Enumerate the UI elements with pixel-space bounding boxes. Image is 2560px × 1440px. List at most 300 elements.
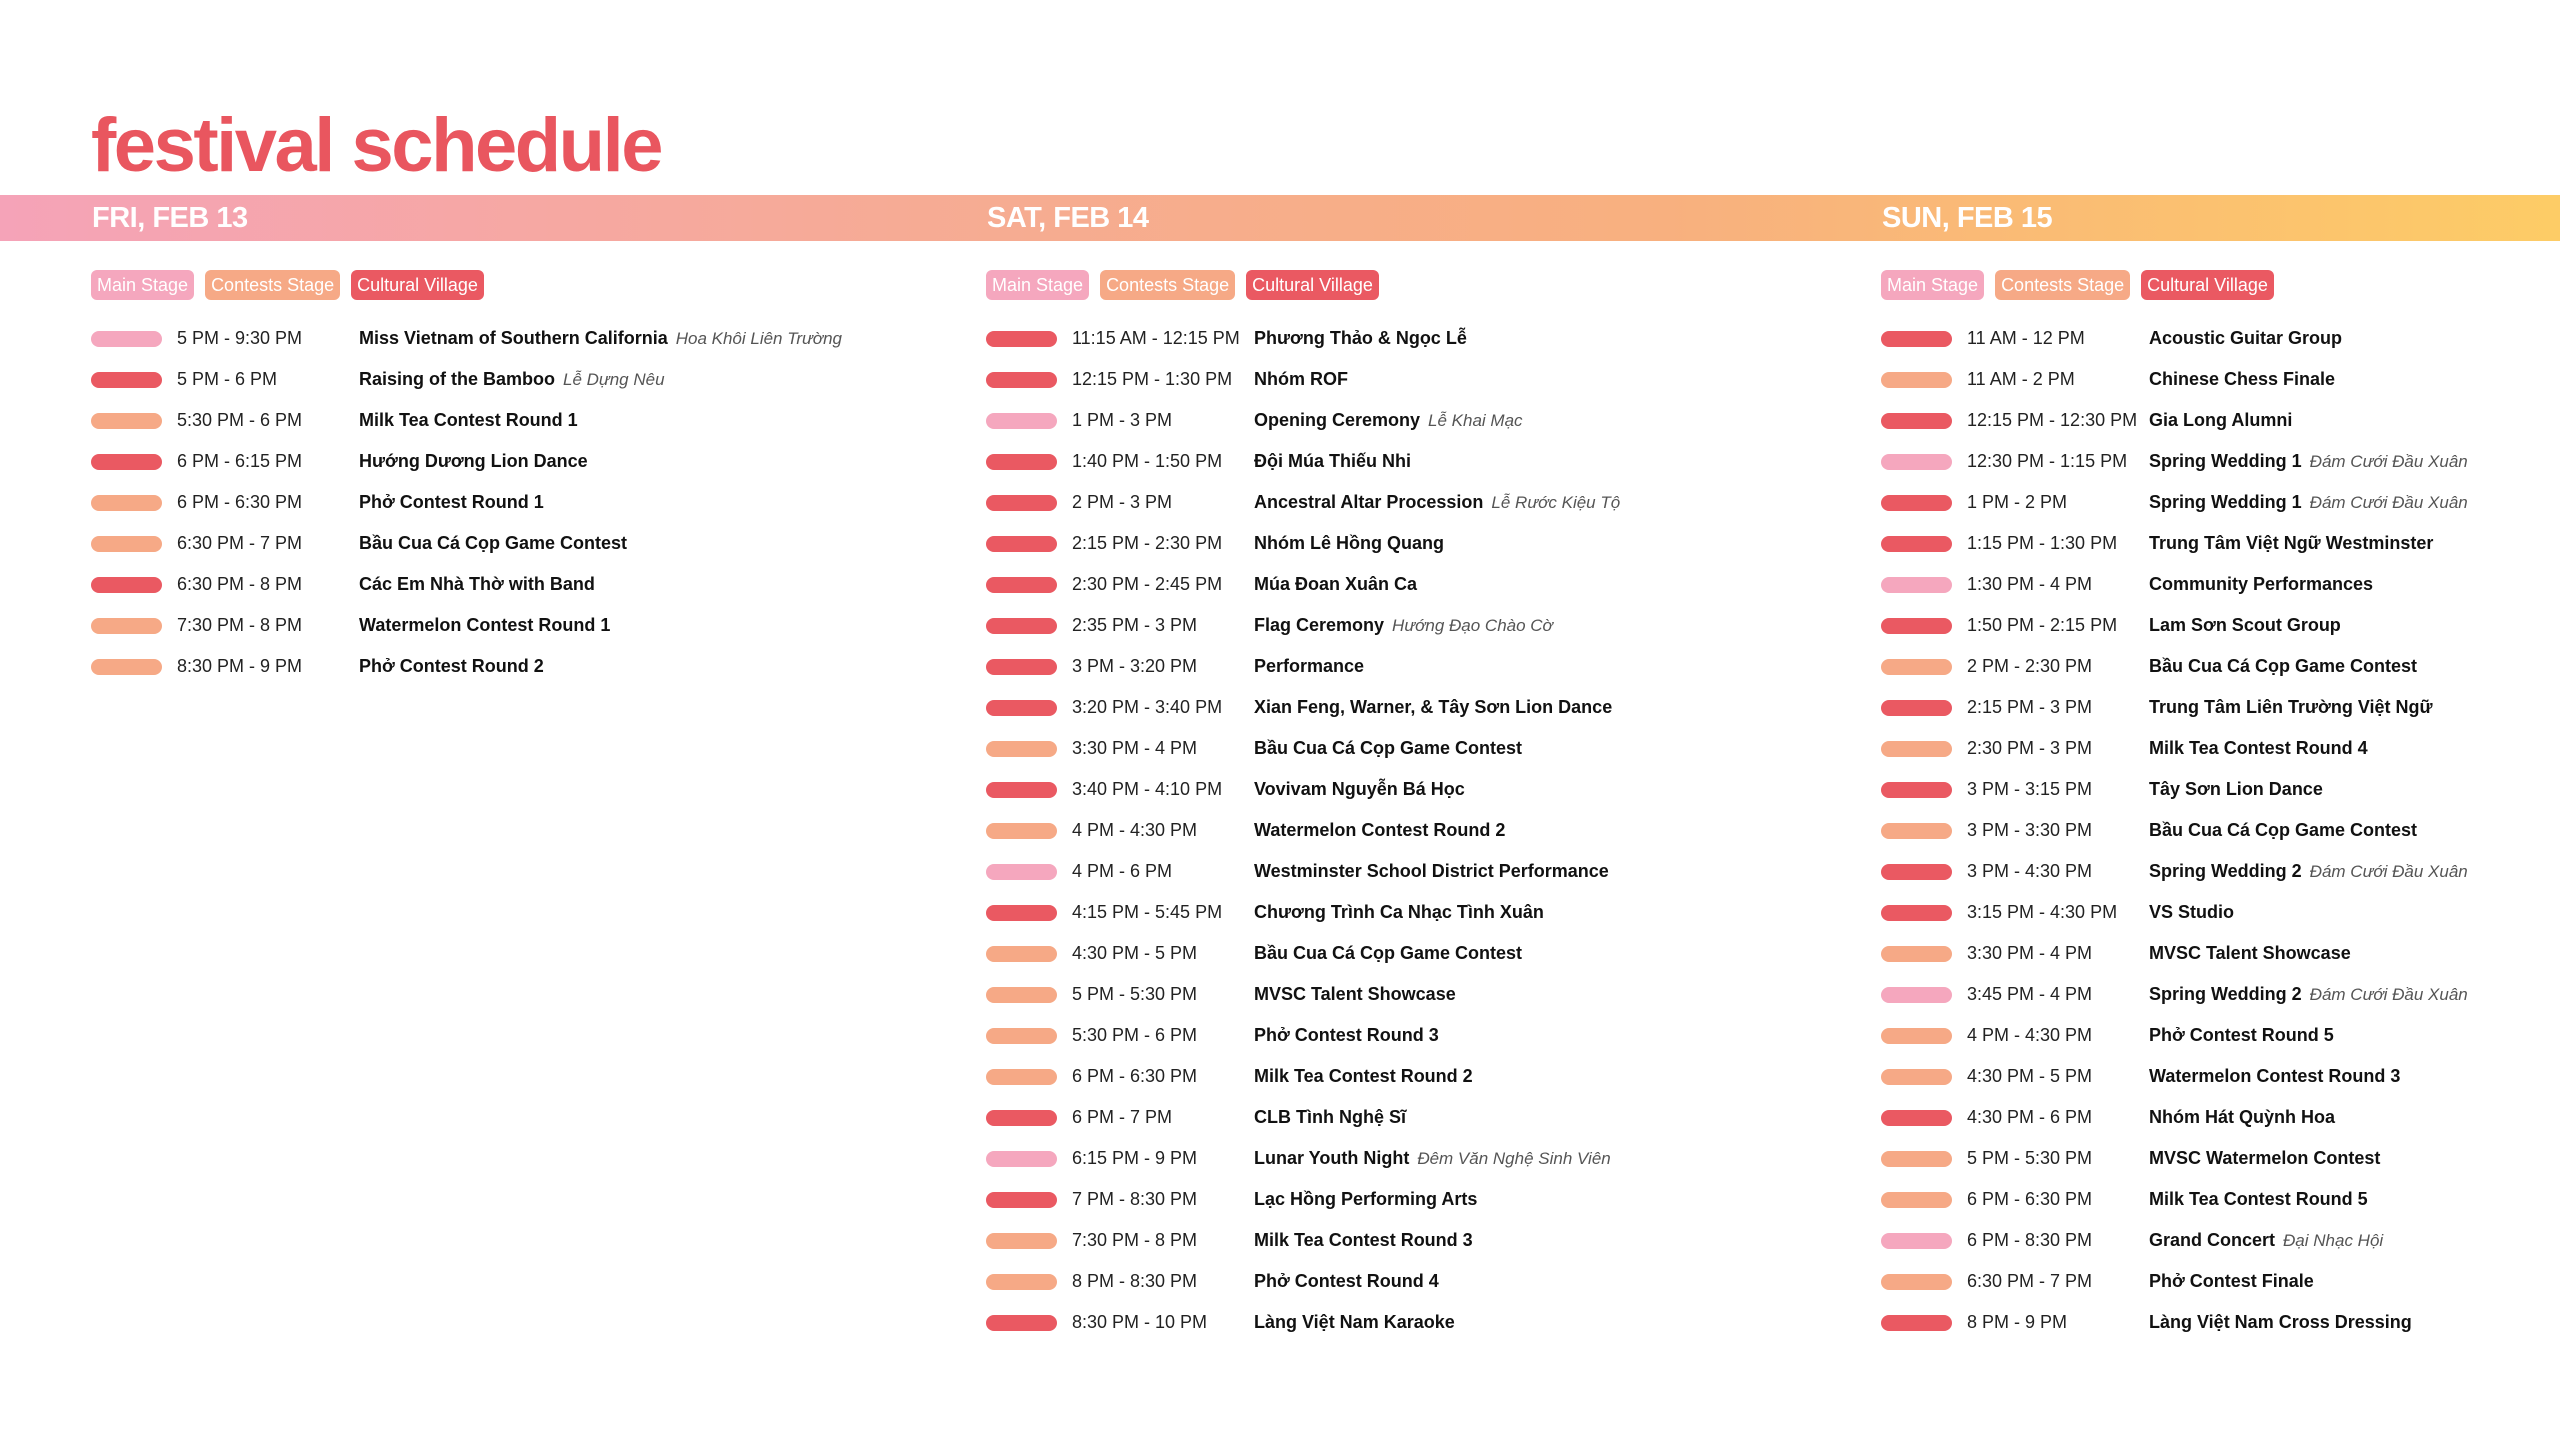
event-name	[2149, 605, 2341, 646]
event-name	[359, 359, 665, 400]
stage-color-bar	[986, 495, 1057, 511]
event-time: 8:30 PM - 9 PM	[177, 656, 303, 676]
page-title: festival schedule	[91, 103, 661, 188]
event-title: Lunar Youth Night	[1254, 1148, 1410, 1168]
event-time: 6:30 PM - 7 PM	[1967, 1271, 2093, 1291]
event-title: Phở Contest Round 2	[359, 656, 544, 676]
event-row	[986, 1056, 1846, 1097]
event-row	[91, 318, 951, 359]
event-row	[986, 400, 1846, 441]
day-header-sat: SAT, FEB 14	[987, 202, 1149, 234]
event-name	[2149, 1302, 2412, 1343]
event-row	[986, 605, 1846, 646]
stage-color-bar	[1881, 495, 1952, 511]
event-row	[1881, 810, 2560, 851]
event-title: Phương Thảo & Ngọc Lễ	[1254, 328, 1467, 348]
stage-legend	[91, 270, 951, 300]
stage-color-bar	[986, 905, 1057, 921]
event-title: Gia Long Alumni	[2149, 410, 2293, 430]
event-title: Trung Tâm Liên Trường Việt Ngữ	[2149, 697, 2433, 717]
event-time: 4:30 PM - 5 PM	[1072, 943, 1198, 963]
stage-color-bar	[986, 577, 1057, 593]
stage-color-bar	[1881, 782, 1952, 798]
event-row	[986, 646, 1846, 687]
event-time: 1 PM - 2 PM	[1967, 492, 2068, 512]
stage-color-bar	[91, 331, 162, 347]
event-time: 6 PM - 6:15 PM	[177, 451, 303, 471]
event-time: 6:30 PM - 8 PM	[177, 574, 303, 594]
stage-color-bar	[986, 372, 1057, 388]
stage-legend	[986, 270, 1846, 300]
event-row	[986, 892, 1846, 933]
event-row	[91, 564, 951, 605]
event-name	[2149, 933, 2351, 974]
cultural-village-tag: Cultural Village	[2141, 270, 2274, 300]
day-header-sun: SUN, FEB 15	[1882, 202, 2053, 234]
event-title: Làng Việt Nam Cross Dressing	[2149, 1312, 2412, 1332]
event-title: Bầu Cua Cá Cọp Game Contest	[1254, 943, 1523, 963]
event-title: MVSC Watermelon Contest	[2149, 1148, 2381, 1168]
event-title: Milk Tea Contest Round 3	[1254, 1230, 1473, 1250]
event-name	[359, 646, 544, 687]
event-subtitle: Hướng Đạo Chào Cờ	[1392, 616, 1553, 635]
event-row	[986, 318, 1846, 359]
day-column-sun	[1881, 270, 2560, 1343]
event-title: Chương Trình Ca Nhạc Tình Xuân	[1254, 902, 1544, 922]
event-name	[1254, 359, 1348, 400]
event-row	[91, 400, 951, 441]
event-name	[2149, 400, 2292, 441]
event-title: CLB Tình Nghệ Sĩ	[1254, 1107, 1406, 1127]
event-row	[986, 1015, 1846, 1056]
event-row	[1881, 1261, 2560, 1302]
event-subtitle: Đám Cưới Đầu Xuân	[2309, 452, 2468, 471]
event-time: 12:15 PM - 12:30 PM	[1967, 410, 2138, 430]
event-time: 5 PM - 9:30 PM	[177, 328, 303, 348]
stage-color-bar	[1881, 823, 1952, 839]
event-title: Grand Concert	[2149, 1230, 2276, 1250]
event-row	[1881, 1015, 2560, 1056]
event-name	[1254, 1015, 1439, 1056]
event-row	[986, 1261, 1846, 1302]
stage-legend	[1881, 270, 2560, 300]
stage-color-bar	[986, 741, 1057, 757]
event-row	[1881, 523, 2560, 564]
event-row	[1881, 646, 2560, 687]
event-row	[1881, 1302, 2560, 1343]
event-title: Lam Sơn Scout Group	[2149, 615, 2341, 635]
stage-color-bar	[1881, 659, 1952, 675]
stage-color-bar	[986, 413, 1057, 429]
event-subtitle: Hoa Khôi Liên Trường	[675, 329, 842, 348]
stage-color-bar	[986, 1315, 1057, 1331]
event-name	[1254, 974, 1456, 1015]
event-title: Phở Contest Round 4	[1254, 1271, 1439, 1291]
event-name	[1254, 810, 1505, 851]
event-name	[2149, 359, 2335, 400]
stage-color-bar	[986, 618, 1057, 634]
stage-color-bar	[91, 618, 162, 634]
stage-color-bar	[1881, 413, 1952, 429]
event-row	[1881, 605, 2560, 646]
stage-color-bar	[1881, 905, 1952, 921]
event-row	[91, 441, 951, 482]
cultural-village-tag: Cultural Village	[1246, 270, 1379, 300]
event-row	[1881, 1097, 2560, 1138]
event-time: 3:30 PM - 4 PM	[1072, 738, 1198, 758]
event-title: Các Em Nhà Thờ with Band	[359, 574, 595, 594]
event-time: 4 PM - 4:30 PM	[1967, 1025, 2093, 1045]
event-row	[91, 482, 951, 523]
stage-color-bar	[1881, 454, 1952, 470]
event-row	[1881, 564, 2560, 605]
event-name	[1254, 318, 1467, 359]
stage-color-bar	[1881, 536, 1952, 552]
stage-color-bar	[986, 823, 1057, 839]
stage-color-bar	[91, 536, 162, 552]
event-title: Opening Ceremony	[1254, 410, 1421, 430]
event-title: Spring Wedding 2	[2149, 861, 2302, 881]
event-name	[1254, 400, 1523, 441]
event-time: 6 PM - 6:30 PM	[1072, 1066, 1198, 1086]
main-stage-tag: Main Stage	[91, 270, 194, 300]
event-subtitle: Đại Nhạc Hội	[2283, 1231, 2384, 1250]
event-row	[986, 482, 1846, 523]
event-time: 1:30 PM - 4 PM	[1967, 574, 2093, 594]
event-name	[1254, 1302, 1455, 1343]
event-row	[1881, 1220, 2560, 1261]
stage-color-bar	[986, 1274, 1057, 1290]
event-row	[986, 1138, 1846, 1179]
event-name	[2149, 687, 2433, 728]
stage-color-bar	[1881, 577, 1952, 593]
event-row	[986, 441, 1846, 482]
stage-color-bar	[986, 331, 1057, 347]
event-row	[1881, 1056, 2560, 1097]
event-time: 3:15 PM - 4:30 PM	[1967, 902, 2118, 922]
stage-color-bar	[1881, 372, 1952, 388]
event-name	[2149, 318, 2342, 359]
event-name	[1254, 933, 1522, 974]
event-name	[2149, 482, 2468, 523]
event-time: 8 PM - 8:30 PM	[1072, 1271, 1198, 1291]
event-time: 2:15 PM - 3 PM	[1967, 697, 2093, 717]
stage-color-bar	[91, 413, 162, 429]
event-row	[1881, 687, 2560, 728]
event-title: Watermelon Contest Round 3	[2149, 1066, 2401, 1086]
event-time: 6 PM - 6:30 PM	[1967, 1189, 2093, 1209]
event-name	[2149, 1056, 2400, 1097]
event-title: Nhóm ROF	[1254, 369, 1348, 389]
event-time: 12:30 PM - 1:15 PM	[1967, 451, 2128, 471]
event-name	[2149, 523, 2433, 564]
event-row	[1881, 933, 2560, 974]
event-name	[1254, 646, 1364, 687]
event-row	[1881, 482, 2560, 523]
event-title: Chinese Chess Finale	[2149, 369, 2336, 389]
event-name	[2149, 564, 2373, 605]
stage-color-bar	[91, 577, 162, 593]
event-name	[1254, 687, 1612, 728]
event-name	[2149, 1015, 2334, 1056]
event-title: Vovivam Nguyễn Bá Học	[1254, 779, 1465, 799]
event-name	[2149, 728, 2368, 769]
event-name	[1254, 1097, 1406, 1138]
event-name	[359, 605, 610, 646]
event-time: 1 PM - 3 PM	[1072, 410, 1173, 430]
main-stage-tag: Main Stage	[986, 270, 1089, 300]
event-name	[2149, 974, 2468, 1015]
stage-color-bar	[986, 987, 1057, 1003]
event-row	[986, 974, 1846, 1015]
stage-color-bar	[986, 659, 1057, 675]
event-name	[1254, 1179, 1477, 1220]
event-name	[1254, 1261, 1439, 1302]
stage-color-bar	[1881, 1028, 1952, 1044]
stage-color-bar	[1881, 700, 1952, 716]
event-name	[2149, 1097, 2335, 1138]
event-title: Milk Tea Contest Round 4	[2149, 738, 2368, 758]
event-time: 7:30 PM - 8 PM	[1072, 1230, 1198, 1250]
event-title: Acoustic Guitar Group	[2149, 328, 2343, 348]
event-time: 12:15 PM - 1:30 PM	[1072, 369, 1233, 389]
event-title: Phở Contest Finale	[2149, 1271, 2314, 1291]
event-row	[1881, 892, 2560, 933]
event-row	[91, 646, 951, 687]
stage-color-bar	[986, 1233, 1057, 1249]
event-name	[359, 482, 544, 523]
event-row	[986, 523, 1846, 564]
event-title: MVSC Talent Showcase	[1254, 984, 1456, 1004]
stage-color-bar	[986, 1069, 1057, 1085]
event-time: 7 PM - 8:30 PM	[1072, 1189, 1198, 1209]
event-row	[1881, 1138, 2560, 1179]
event-title: Spring Wedding 2	[2149, 984, 2302, 1004]
stage-color-bar	[986, 782, 1057, 798]
stage-color-bar	[91, 372, 162, 388]
event-title: Làng Việt Nam Karaoke	[1254, 1312, 1455, 1332]
event-row	[986, 1302, 1846, 1343]
event-time: 3 PM - 3:30 PM	[1967, 820, 2093, 840]
day-column-sat	[986, 270, 1846, 1343]
event-time: 11 AM - 2 PM	[1967, 369, 2075, 389]
stage-color-bar	[91, 495, 162, 511]
event-time: 5:30 PM - 6 PM	[177, 410, 303, 430]
event-name	[2149, 769, 2323, 810]
event-time: 2 PM - 2:30 PM	[1967, 656, 2093, 676]
event-row	[1881, 974, 2560, 1015]
event-time: 7:30 PM - 8 PM	[177, 615, 303, 635]
event-time: 4:30 PM - 6 PM	[1967, 1107, 2093, 1127]
event-title: Phở Contest Round 5	[2149, 1025, 2334, 1045]
event-name	[359, 400, 578, 441]
stage-color-bar	[986, 946, 1057, 962]
event-name	[1254, 728, 1522, 769]
stage-color-bar	[986, 1151, 1057, 1167]
event-row	[986, 728, 1846, 769]
event-name	[2149, 810, 2417, 851]
stage-color-bar	[986, 454, 1057, 470]
event-time: 8 PM - 9 PM	[1967, 1312, 2068, 1332]
event-name	[1254, 482, 1620, 523]
event-time: 6:30 PM - 7 PM	[177, 533, 303, 553]
event-subtitle: Đám Cưới Đầu Xuân	[2309, 493, 2468, 512]
event-time: 2:30 PM - 2:45 PM	[1072, 574, 1223, 594]
event-row	[986, 564, 1846, 605]
contests-stage-tag: Contests Stage	[1995, 270, 2130, 300]
event-time: 5 PM - 5:30 PM	[1072, 984, 1198, 1004]
event-name	[1254, 564, 1417, 605]
event-row	[986, 810, 1846, 851]
event-time: 3 PM - 3:15 PM	[1967, 779, 2093, 799]
stage-color-bar	[986, 864, 1057, 880]
stage-color-bar	[1881, 1192, 1952, 1208]
event-time: 3:45 PM - 4 PM	[1967, 984, 2093, 1004]
event-title: Performance	[1254, 656, 1365, 676]
cultural-village-tag: Cultural Village	[351, 270, 484, 300]
stage-color-bar	[986, 700, 1057, 716]
event-time: 5 PM - 5:30 PM	[1967, 1148, 2093, 1168]
event-row	[1881, 359, 2560, 400]
event-row	[986, 933, 1846, 974]
event-name	[2149, 1261, 2314, 1302]
stage-color-bar	[986, 1192, 1057, 1208]
event-title: Múa Đoan Xuân Ca	[1254, 574, 1418, 594]
event-time: 1:40 PM - 1:50 PM	[1072, 451, 1223, 471]
event-time: 6 PM - 7 PM	[1072, 1107, 1173, 1127]
event-name	[2149, 441, 2468, 482]
event-time: 1:15 PM - 1:30 PM	[1967, 533, 2118, 553]
event-row	[986, 1097, 1846, 1138]
event-title: Tây Sơn Lion Dance	[2149, 779, 2323, 799]
event-title: MVSC Talent Showcase	[2149, 943, 2351, 963]
event-title: Community Performances	[2149, 574, 2374, 594]
event-subtitle: Đám Cưới Đầu Xuân	[2309, 862, 2468, 881]
event-name	[1254, 892, 1544, 933]
event-subtitle: Đám Cưới Đầu Xuân	[2309, 985, 2468, 1004]
event-name	[359, 318, 842, 359]
event-title: Lạc Hồng Performing Arts	[1254, 1189, 1478, 1209]
event-title: Spring Wedding 1	[2149, 451, 2302, 471]
event-time: 11 AM - 12 PM	[1967, 328, 2085, 348]
event-title: Milk Tea Contest Round 1	[359, 410, 578, 430]
event-time: 4 PM - 6 PM	[1072, 861, 1173, 881]
event-row	[1881, 318, 2560, 359]
contests-stage-tag: Contests Stage	[205, 270, 340, 300]
event-title: Watermelon Contest Round 2	[1254, 820, 1506, 840]
event-name	[1254, 1056, 1473, 1097]
event-title: Nhóm Hát Quỳnh Hoa	[2149, 1107, 2336, 1127]
event-time: 5:30 PM - 6 PM	[1072, 1025, 1198, 1045]
event-name	[1254, 523, 1444, 564]
event-row	[986, 851, 1846, 892]
contests-stage-tag: Contests Stage	[1100, 270, 1235, 300]
event-row	[1881, 400, 2560, 441]
event-row	[1881, 441, 2560, 482]
stage-color-bar	[1881, 1315, 1952, 1331]
event-time: 6:15 PM - 9 PM	[1072, 1148, 1198, 1168]
stage-color-bar	[1881, 1069, 1952, 1085]
stage-color-bar	[1881, 741, 1952, 757]
stage-color-bar	[986, 536, 1057, 552]
stage-color-bar	[91, 454, 162, 470]
stage-color-bar	[986, 1110, 1057, 1126]
event-title: Đội Múa Thiếu Nhi	[1254, 451, 1411, 471]
event-time: 3:30 PM - 4 PM	[1967, 943, 2093, 963]
event-name	[2149, 1179, 2368, 1220]
event-row	[986, 1179, 1846, 1220]
event-title: Hướng Dương Lion Dance	[359, 451, 588, 471]
event-name	[359, 564, 595, 605]
day-column-fri	[91, 270, 951, 687]
event-subtitle: Lễ Khai Mạc	[1428, 411, 1523, 430]
event-time: 3 PM - 4:30 PM	[1967, 861, 2093, 881]
event-title: VS Studio	[2149, 902, 2234, 922]
event-time: 4:30 PM - 5 PM	[1967, 1066, 2093, 1086]
event-row	[1881, 728, 2560, 769]
event-time: 4:15 PM - 5:45 PM	[1072, 902, 1223, 922]
event-name	[1254, 769, 1465, 810]
event-time: 3:40 PM - 4:10 PM	[1072, 779, 1223, 799]
event-time: 2:30 PM - 3 PM	[1967, 738, 2093, 758]
event-time: 5 PM - 6 PM	[177, 369, 278, 389]
event-title: Xian Feng, Warner, & Tây Sơn Lion Dance	[1254, 697, 1613, 717]
event-title: Spring Wedding 1	[2149, 492, 2302, 512]
event-name	[2149, 646, 2417, 687]
event-time: 11:15 AM - 12:15 PM	[1072, 328, 1240, 348]
day-header-band	[0, 195, 2560, 241]
event-name	[1254, 1220, 1473, 1261]
day-header-fri: FRI, FEB 13	[92, 202, 248, 234]
event-row	[986, 687, 1846, 728]
event-title: Nhóm Lê Hồng Quang	[1254, 533, 1444, 553]
event-name	[359, 441, 588, 482]
event-time: 2:15 PM - 2:30 PM	[1072, 533, 1223, 553]
event-subtitle: Đêm Văn Nghệ Sinh Viên	[1417, 1149, 1611, 1168]
stage-color-bar	[1881, 1233, 1952, 1249]
event-time: 3 PM - 3:20 PM	[1072, 656, 1198, 676]
stage-color-bar	[1881, 331, 1952, 347]
stage-color-bar	[1881, 864, 1952, 880]
stage-color-bar	[1881, 618, 1952, 634]
event-title: Trung Tâm Việt Ngữ Westminster	[2149, 533, 2434, 553]
event-title: Raising of the Bamboo	[359, 369, 556, 389]
event-name	[2149, 851, 2468, 892]
event-time: 2:35 PM - 3 PM	[1072, 615, 1198, 635]
event-time: 4 PM - 4:30 PM	[1072, 820, 1198, 840]
event-name	[1254, 1138, 1611, 1179]
event-row	[91, 359, 951, 400]
event-row	[986, 359, 1846, 400]
event-title: Bầu Cua Cá Cọp Game Contest	[2149, 820, 2418, 840]
event-title: Ancestral Altar Procession	[1254, 492, 1484, 512]
event-title: Phở Contest Round 3	[1254, 1025, 1439, 1045]
event-time: 3:20 PM - 3:40 PM	[1072, 697, 1223, 717]
event-title: Milk Tea Contest Round 5	[2149, 1189, 2368, 1209]
event-row	[1881, 1179, 2560, 1220]
event-time: 6 PM - 8:30 PM	[1967, 1230, 2093, 1250]
event-title: Bầu Cua Cá Cọp Game Contest	[2149, 656, 2418, 676]
event-time: 8:30 PM - 10 PM	[1072, 1312, 1208, 1332]
event-title: Bầu Cua Cá Cọp Game Contest	[1254, 738, 1523, 758]
stage-color-bar	[1881, 946, 1952, 962]
event-title: Flag Ceremony	[1254, 615, 1385, 635]
event-row	[1881, 851, 2560, 892]
main-stage-tag: Main Stage	[1881, 270, 1984, 300]
event-time: 2 PM - 3 PM	[1072, 492, 1173, 512]
event-time: 1:50 PM - 2:15 PM	[1967, 615, 2118, 635]
stage-color-bar	[986, 1028, 1057, 1044]
